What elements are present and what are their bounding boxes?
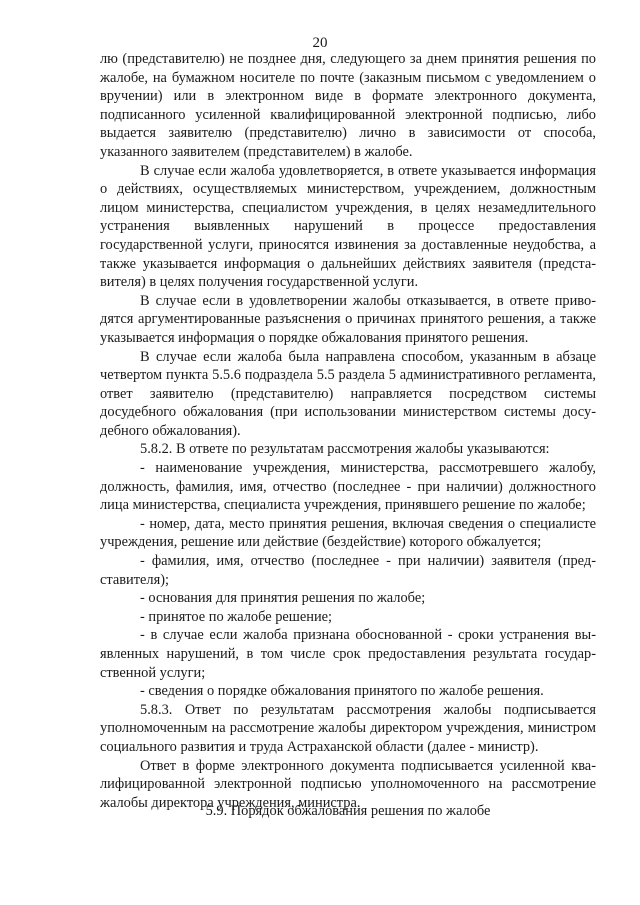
paragraph-pretrial-system: В случае если жалоба была направлена способом, указанным в абзаце четвертом пункта 5.5.6 подраздела 5.5 раздела 5 административного регламента, ответ заявителю (представителю) направляется посредством системы досудебного обжалования (при использовании министерством системы досудебного обжалования). — [100, 348, 596, 439]
body-text — [100, 50, 596, 812]
paragraph-electronic-signature: Ответ в форме электронного документа подписывается усиленной квалифицированной электронной подписью уполномоченного на рассмотрение жалобы директора учреждения, министра. — [100, 757, 596, 811]
paragraph-clause-5-8-2: 5.8.2. В ответе по результатам рассмотрения жалобы указываются: — [140, 441, 550, 458]
paragraph-clause-5-8-3: 5.8.3. Ответ по результатам рассмотрения жалобы подписывается уполномоченным на рассмотрение жалобы директором учреждения, министром социального развития и труда Астраханской области (далее - министр). — [100, 701, 596, 755]
list-item: - принятое по жалобе решение; — [140, 608, 333, 625]
list-item: - сведения о порядке обжалования принятого по жалобе решения. — [140, 683, 544, 700]
paragraph-complaint-satisfied: В случае если жалоба удовлетворяется, в ответе указывается информация о действиях, осуществляемых министерством, учреждением, должностным лицом министерства, специалистом учреждения, в целях незамедлительного устранения выявленных нарушений в процессе предоставления государственной услуги, приносятся извинения за доставленные неудобства, а также указывается информация о дальнейших действиях заявителя (представителя) в целях получения государственной услуги. — [100, 162, 596, 291]
list-item: - номер, дата, место принятия решения, включая сведения о специалисте учреждения, решение или действие (бездействие) которого обжалуется; — [100, 515, 596, 551]
list-item: - в случае если жалоба признана обоснованной - сроки устранения выявленных нарушений, в том числе срок предоставления результата государственной услуги; — [100, 627, 596, 681]
paragraph-complaint-rejected: В случае если в удовлетворении жалобы отказывается, в ответе приводятся аргументированные разъяснения о причинах принятого решения, а также указывается информация о порядке обжалования принятого решения. — [100, 292, 596, 346]
section-heading: 5.9. Порядок обжалования решения по жалобе — [205, 803, 491, 819]
page-number: 20 — [312, 35, 328, 51]
list-item: - фамилия, имя, отчество (последнее - при наличии) заявителя (представителя); — [100, 553, 596, 588]
paragraph-response-delivery: лю (представителю) не позднее дня, следующего за днем принятия решения по жалобе, на бумажном носителе по почте (заказным письмом с уведомлением о вручении) или в электронном виде в формате электронного документа, подписанного усиленной квалифицированной электронной подписью, либо выдается заявителю (представителю) лично в зависимости от способа, указанного заявителем (представителем) в жалобе. — [100, 51, 596, 160]
list-item: - основания для принятия решения по жалобе; — [140, 590, 426, 607]
list-item: - наименование учреждения, министерства, рассмотревшего жалобу, должность, фамилия, имя, отчество (последнее - при наличии) должностного лица министерства, специалиста учреждения, принявшего решение по жалобе; — [100, 460, 596, 514]
